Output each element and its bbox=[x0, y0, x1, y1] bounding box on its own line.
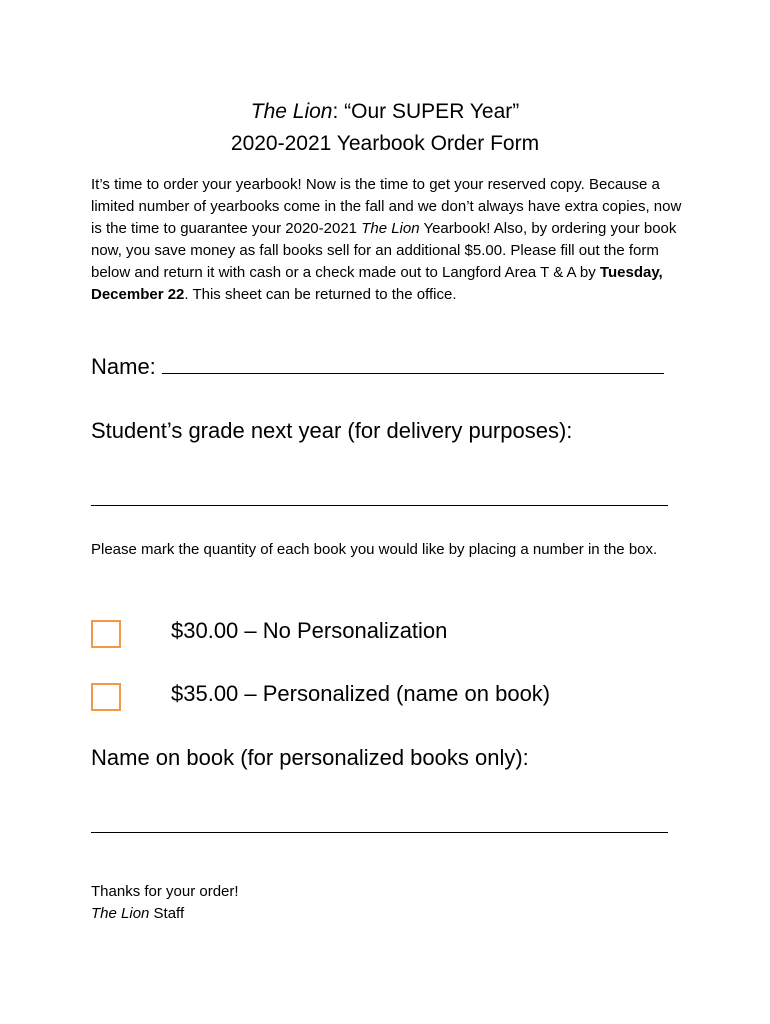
closing-thanks: Thanks for your order! bbox=[91, 883, 239, 900]
quantity-box-personalized[interactable] bbox=[91, 683, 121, 711]
grade-label: Student’s grade next year (for delivery purposes): bbox=[91, 418, 573, 443]
intro-text-3: . This sheet can be returned to the office. bbox=[184, 286, 457, 303]
signature-rest: Staff bbox=[149, 905, 185, 922]
title-line bbox=[0, 96, 770, 128]
quantity-instructions: Please mark the quantity of each book you would like by placing a number in the box. bbox=[91, 541, 658, 558]
title-rest: : “Our SUPER Year” bbox=[332, 100, 520, 123]
grade-blank-line[interactable] bbox=[91, 505, 668, 506]
closing-signature bbox=[91, 903, 239, 925]
intro-deadline: Tuesday, December 22 bbox=[91, 264, 663, 303]
option-no-personalization-label: $30.00 – No Personalization bbox=[171, 618, 448, 643]
subtitle: 2020-2021 Yearbook Order Form bbox=[230, 132, 540, 155]
name-blank-line[interactable] bbox=[162, 355, 664, 374]
option-personalized-label: $35.00 – Personalized (name on book) bbox=[171, 681, 551, 706]
signature-italic: The Lion bbox=[91, 905, 150, 922]
closing bbox=[91, 881, 239, 925]
quantity-box-no-personalization[interactable] bbox=[91, 620, 121, 648]
intro-text-2: Yearbook! Also, by ordering your book now, you save money as fall books sell for an additional $5.00. Please fill out the form below and return it with cash or a check made out to Langford Area T & A by bbox=[91, 220, 677, 281]
name-on-book-blank-line[interactable] bbox=[91, 832, 668, 833]
form-title bbox=[0, 96, 770, 160]
name-on-book-label: Name on book (for personalized books only): bbox=[91, 745, 529, 770]
name-label: Name: bbox=[91, 354, 162, 379]
intro-paragraph bbox=[91, 174, 691, 306]
title-italic: The Lion bbox=[250, 100, 333, 123]
name-field-row bbox=[91, 352, 664, 382]
intro-italic: The Lion bbox=[361, 220, 420, 237]
intro-text-1: It’s time to order your yearbook! Now is the time to get your reserved copy. Because a limited number of yearbooks come in the fall and we don’t always have extra copies, now is the time to guarantee your 2020-2021 bbox=[91, 176, 682, 237]
